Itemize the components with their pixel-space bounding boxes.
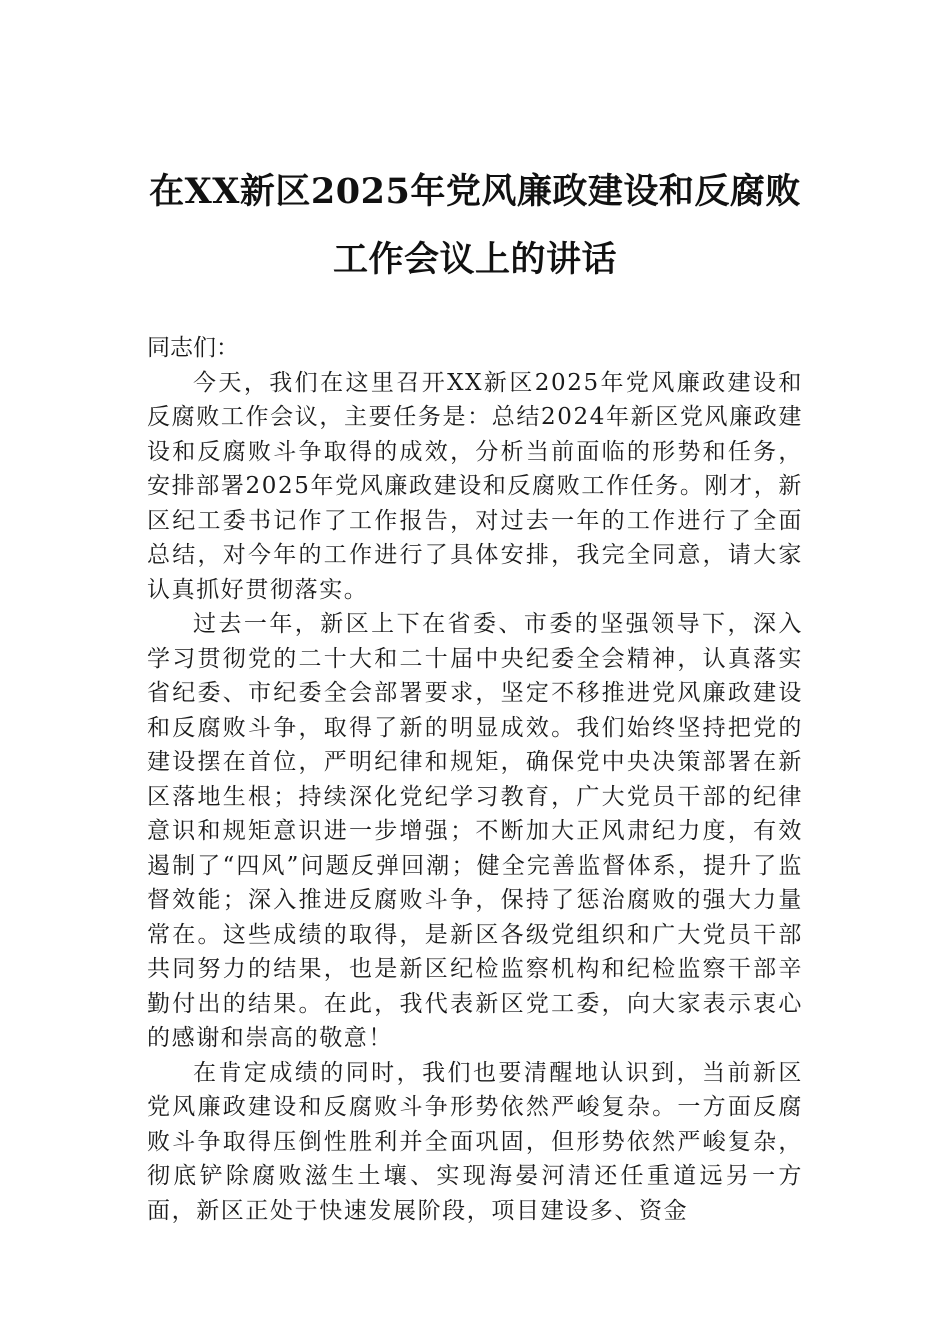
salutation: 同志们：: [147, 335, 239, 361]
title-line-2: 工作会议上的讲话: [332, 239, 617, 280]
title-line-1: 在XX新区2025年党风廉政建设和反腐败: [149, 171, 801, 212]
paragraph-1: 今天，我们在这里召开XX新区2025年党风廉政建设和反腐败工作会议，主要任务是：总结2024年新区党风廉政建设和反腐败斗争取得的成效，分析当前面临的形势和任务，安排部署2025年党风廉政建设和反腐败工作任务。刚才，新区纪工委书记作了工作报告，对过去一年的工作进行了全面总结，对今年的工作进行了具体安排，我完全同意，请大家认真抓好贯彻落实。: [147, 369, 803, 603]
document-body: [147, 331, 803, 1228]
paragraph-3: 在肯定成绩的同时，我们也要清醒地认识到，当前新区党风廉政建设和反腐败斗争形势依然严峻复杂。一方面反腐败斗争取得压倒性胜利并全面巩固，但形势依然严峻复杂，彻底铲除腐败滋生土壤、实现海晏河清还任重道远另一方面，新区正处于快速发展阶段，项目建设多、资金: [147, 1059, 803, 1224]
paragraph-2: 过去一年，新区上下在省委、市委的坚强领导下，深入学习贯彻党的二十大和二十届中央纪委全会精神，认真落实省纪委、市纪委全会部署要求，坚定不移推进党风廉政建设和反腐败斗争，取得了新的明显成效。我们始终坚持把党的建设摆在首位，严明纪律和规矩，确保党中央决策部署在新区落地生根；持续深化党纪学习教育，广大党员干部的纪律意识和规矩意识进一步增强；不断加大正风肃纪力度，有效遏制了“四风”问题反弹回潮；健全完善监督体系，提升了监督效能；深入推进反腐败斗争，保持了惩治腐败的强大力量常在。这些成绩的取得，是新区各级党组织和广大党员干部共同努力的结果，也是新区纪检监察机构和纪检监察干部辛勤付出的结果。在此，我代表新区党工委，向大家表示衷心的感谢和崇高的敬意！: [147, 611, 803, 1051]
